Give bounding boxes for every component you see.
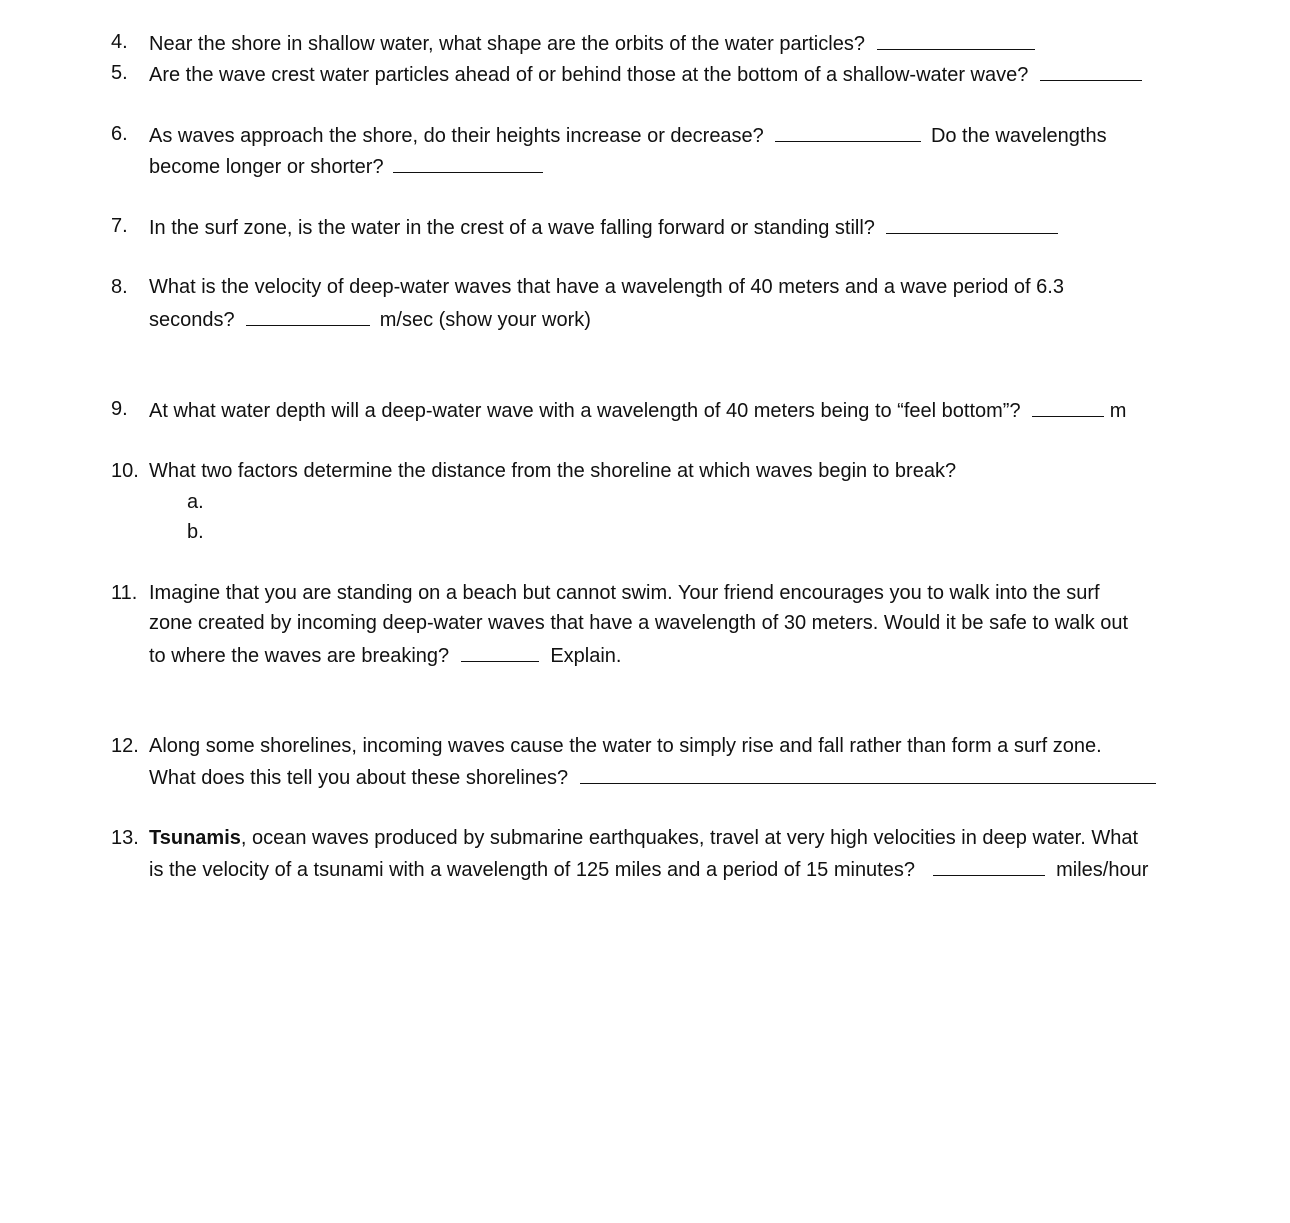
question-line	[149, 735, 1102, 758]
question-number: 13.	[111, 827, 139, 849]
question-text: to where the waves are breaking?	[149, 645, 450, 667]
question-text: What does this tell you about these shorelines?	[149, 767, 569, 789]
answer-blank[interactable]	[877, 31, 1035, 50]
unit-text: miles/hour	[1056, 859, 1149, 881]
answer-blank[interactable]	[580, 765, 1156, 784]
question-number: 11.	[111, 582, 138, 604]
question-text: Do the wavelengths	[930, 125, 1107, 147]
bold-term: Tsunamis	[149, 827, 241, 849]
question-number: 6.	[111, 123, 128, 145]
unit-text: m	[1109, 400, 1127, 422]
answer-blank[interactable]	[775, 123, 921, 142]
question-text: Along some shorelines, incoming waves cause the water to simply rise and fall rather than form a surf zone.	[149, 735, 1102, 757]
question-line	[149, 765, 1156, 790]
question-text: As waves approach the shore, do their heights increase or decrease?	[149, 125, 764, 147]
question-number: 9.	[111, 398, 128, 420]
answer-blank[interactable]	[1032, 398, 1104, 417]
question-number: 4.	[111, 31, 128, 53]
answer-blank[interactable]	[246, 307, 370, 326]
question-line	[149, 307, 591, 332]
question-number: 12.	[111, 735, 139, 757]
question-number: 7.	[111, 215, 128, 237]
question-line	[149, 460, 956, 483]
question-text: become longer or shorter?	[149, 156, 384, 178]
question-line	[149, 827, 1138, 850]
question-text: Imagine that you are standing on a beach but cannot swim. Your friend encourages you to walk into the surf	[149, 582, 1100, 604]
question-line	[149, 154, 543, 179]
question-text: In the surf zone, is the water in the crest of a wave falling forward or standing still?	[149, 217, 875, 239]
sub-item-b: b.	[187, 521, 204, 543]
question-text: Are the wave crest water particles ahead of or behind those at the bottom of a shallow-water wave?	[149, 64, 1029, 86]
answer-blank[interactable]	[461, 643, 539, 662]
question-number: 8.	[111, 276, 128, 298]
question-number: 10.	[111, 460, 139, 482]
question-line	[149, 31, 1035, 56]
question-text: What is the velocity of deep-water waves that have a wavelength of 40 meters and a wave period of 6.3	[149, 276, 1064, 298]
question-line	[149, 857, 1148, 882]
question-text: What two factors determine the distance from the shoreline at which waves begin to break?	[149, 460, 957, 482]
question-text: zone created by incoming deep-water waves that have a wavelength of 30 meters. Would it be safe to walk out	[149, 612, 1129, 634]
question-line	[149, 582, 1100, 605]
question-line	[149, 643, 621, 668]
question-text: Explain.	[550, 645, 622, 667]
question-line	[149, 398, 1126, 423]
answer-blank[interactable]	[1040, 62, 1142, 81]
question-text: is the velocity of a tsunami with a wavelength of 125 miles and a period of 15 minutes?	[149, 859, 915, 881]
question-line	[149, 123, 1107, 148]
question-text: Near the shore in shallow water, what shape are the orbits of the water particles?	[149, 33, 865, 55]
question-text: , ocean waves produced by submarine earthquakes, travel at very high velocities in deep water. What	[240, 827, 1139, 849]
question-text: At what water depth will a deep-water wave with a wavelength of 40 meters being to “feel bottom”?	[149, 400, 1021, 422]
question-line	[149, 276, 1064, 299]
question-number: 5.	[111, 62, 128, 84]
question-line	[149, 215, 1058, 240]
sub-item-a: a.	[187, 491, 204, 513]
answer-blank[interactable]	[933, 857, 1045, 876]
question-line	[149, 62, 1142, 87]
question-text: seconds?	[149, 309, 235, 331]
answer-blank[interactable]	[393, 154, 543, 173]
question-line	[149, 612, 1128, 635]
unit-text: m/sec (show your work)	[379, 309, 591, 331]
answer-blank[interactable]	[886, 215, 1058, 234]
